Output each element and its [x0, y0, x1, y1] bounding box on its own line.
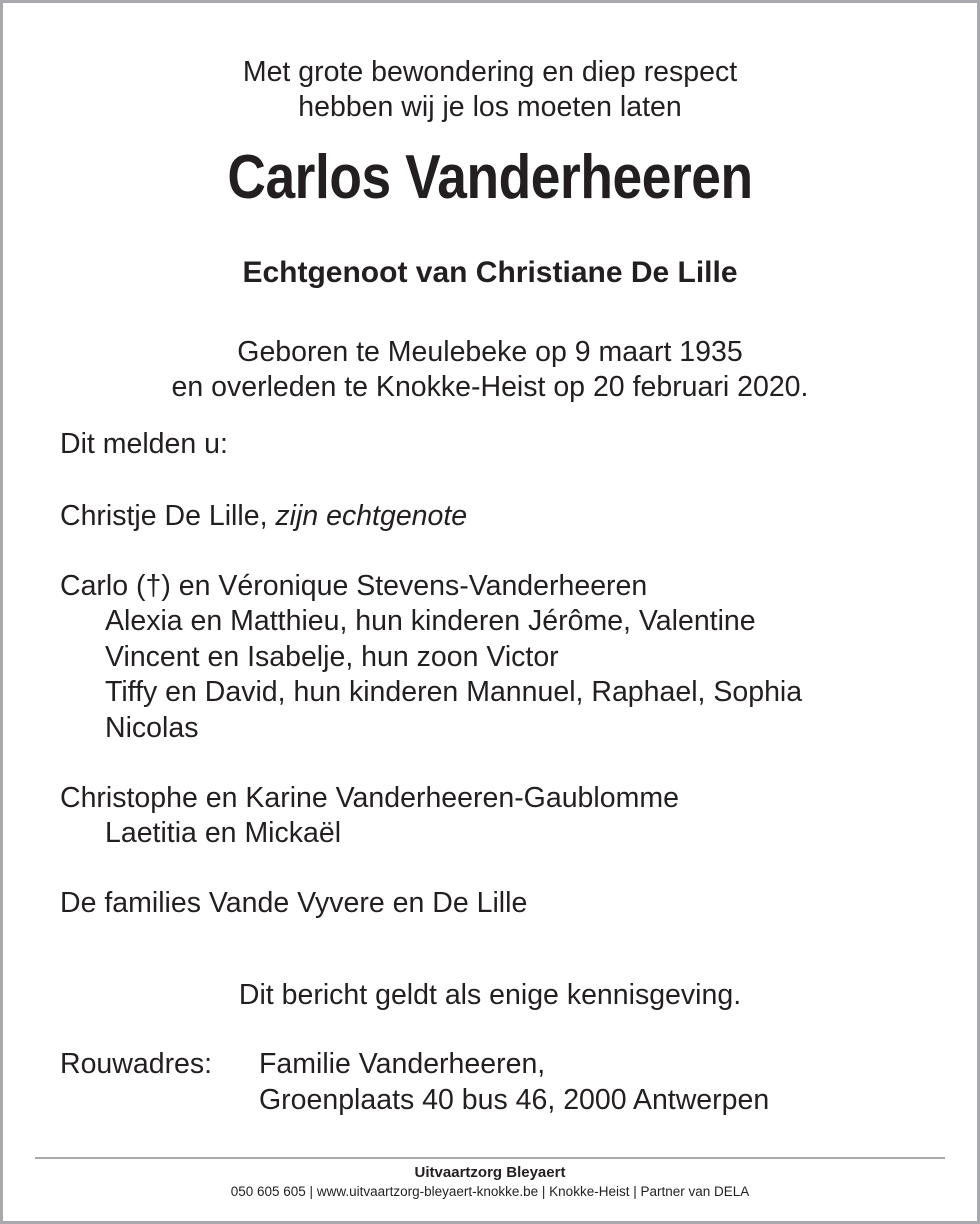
death-line: en overleden te Knokke-Heist op 20 februari 2020. [171, 371, 809, 403]
intro-text [0, 55, 980, 125]
notice-line: Dit bericht geldt als enige kennisgeving. [238, 979, 742, 1011]
address-label: Rouwadres: [60, 1048, 213, 1080]
family-1-members [105, 604, 802, 746]
intro-line-1: Met grote bewondering en diep respect [242, 56, 738, 88]
spouse-entry-name: Christje De Lille, [60, 500, 268, 532]
family-2-members [105, 816, 341, 850]
funeral-home-contact: 050 605 605 | www.uitvaartzorg-bleyaert-knokke.be | Knokke-Heist | Partner van DELA [230, 1184, 750, 1199]
birth-line: Geboren te Meulebeke op 9 maart 1935 [237, 336, 743, 368]
family-1-head: Carlo (†) en Véronique Stevens-Vanderheeren [60, 570, 648, 602]
families-line: De families Vande Vyvere en De Lille [60, 887, 528, 919]
address-line-1: Familie Vanderheeren, [259, 1048, 546, 1080]
family-2-head: Christophe en Karine Vanderheeren-Gaublomme [60, 782, 679, 814]
footer-divider [35, 1157, 945, 1159]
family-member-line: Tiffy en David, hun kinderen Mannuel, Raphael, Sophia [105, 676, 803, 708]
funeral-home-name: Uitvaartzorg Bleyaert [414, 1164, 566, 1181]
spouse-entry-relation: zijn echtgenote [275, 500, 468, 532]
deceased-name: Carlos Vanderheeren [227, 143, 753, 212]
family-member-line: Nicolas [105, 711, 199, 744]
birth-death-text [0, 335, 980, 405]
spouse-entry [60, 499, 467, 533]
intro-line-2: hebben wij je los moeten laten [298, 91, 682, 123]
announcers-heading: Dit melden u: [60, 428, 228, 460]
family-member-line: Vincent en Isabelje, hun zoon Victor [105, 640, 559, 673]
spouse-line: Echtgenoot van Christiane De Lille [242, 256, 738, 289]
family-member-line: Laetitia en Mickaël [105, 817, 342, 849]
address-line-2: Groenplaats 40 bus 46, 2000 Antwerpen [259, 1084, 770, 1116]
family-member-line: Alexia en Matthieu, hun kinderen Jérôme, Valentine [105, 605, 756, 637]
